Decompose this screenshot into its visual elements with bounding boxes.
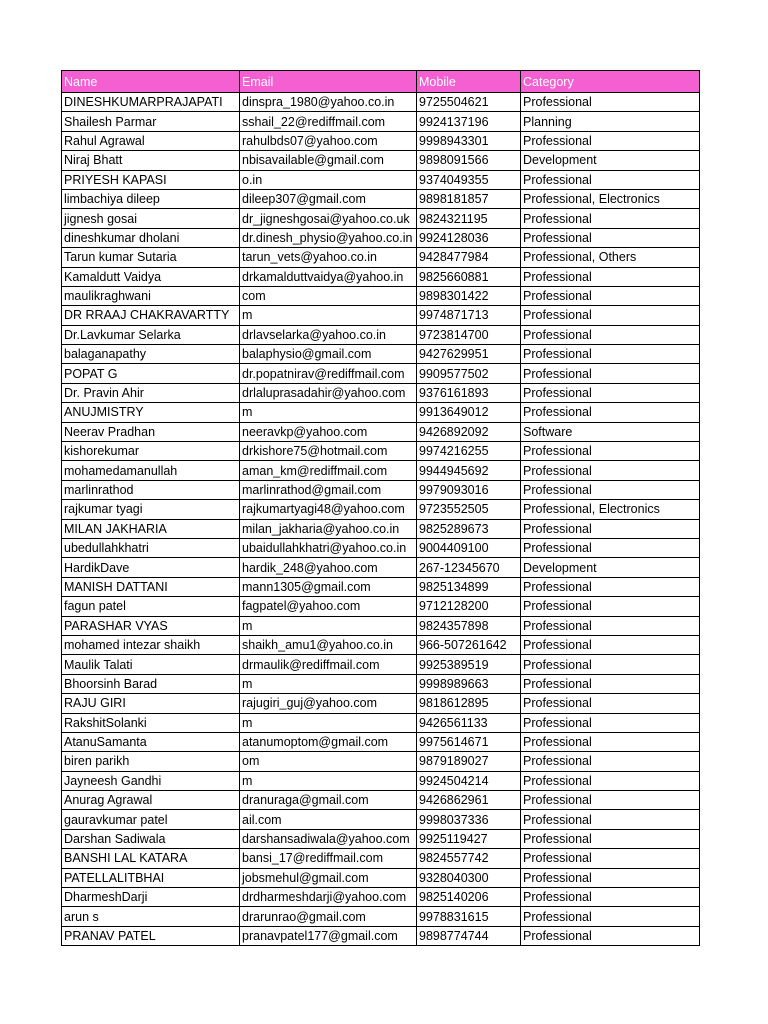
cell-category[interactable]: Professional [521, 810, 700, 829]
cell-email[interactable]: o.in [240, 170, 417, 189]
cell-category[interactable]: Professional [521, 383, 700, 402]
column-header-email[interactable]: Email [240, 71, 417, 93]
cell-name[interactable]: mohamed intezar shaikh [62, 635, 240, 654]
cell-name[interactable]: Tarun kumar Sutaria [62, 248, 240, 267]
cell-category[interactable]: Professional [521, 771, 700, 790]
table-row [62, 228, 700, 247]
column-header-name[interactable]: Name [62, 71, 240, 93]
cell-name[interactable]: arun s [62, 907, 240, 926]
cell-email[interactable]: tarun_vets@yahoo.co.in [240, 248, 417, 267]
cell-email[interactable]: marlinrathod@gmail.com [240, 480, 417, 499]
cell-name[interactable]: RakshitSolanki [62, 713, 240, 732]
cell-mobile[interactable]: 9427629951 [417, 345, 521, 364]
cell-category[interactable]: Professional [521, 926, 700, 945]
table-row [62, 829, 700, 848]
cell-email[interactable]: drarunrao@gmail.com [240, 907, 417, 926]
cell-name[interactable]: Jayneesh Gandhi [62, 771, 240, 790]
cell-mobile[interactable]: 9944945692 [417, 461, 521, 480]
cell-email[interactable]: darshansadiwala@yahoo.com [240, 829, 417, 848]
cell-mobile[interactable]: 9426862961 [417, 791, 521, 810]
cell-name[interactable]: PRANAV PATEL [62, 926, 240, 945]
cell-mobile[interactable]: 9824357898 [417, 616, 521, 635]
cell-category[interactable]: Professional [521, 170, 700, 189]
cell-category[interactable]: Professional, Electronics [521, 189, 700, 208]
cell-mobile[interactable]: 9978831615 [417, 907, 521, 926]
cell-name[interactable]: PRIYESH KAPASI [62, 170, 240, 189]
table-row [62, 112, 700, 131]
cell-name[interactable]: PATELLALITBHAI [62, 868, 240, 887]
cell-email[interactable]: m [240, 403, 417, 422]
cell-mobile[interactable]: 9723814700 [417, 325, 521, 344]
cell-name[interactable]: Bhoorsinh Barad [62, 674, 240, 693]
cell-name[interactable]: maulikraghwani [62, 286, 240, 305]
contacts-table [61, 70, 700, 946]
cell-mobile[interactable]: 267-12345670 [417, 558, 521, 577]
cell-category[interactable]: Professional [521, 403, 700, 422]
cell-mobile[interactable]: 966-507261642 [417, 635, 521, 654]
cell-email[interactable]: dr.popatnirav@rediffmail.com [240, 364, 417, 383]
table-row [62, 868, 700, 887]
table-row [62, 500, 700, 519]
cell-email[interactable]: sshail_22@rediffmail.com [240, 112, 417, 131]
cell-mobile[interactable]: 9879189027 [417, 752, 521, 771]
table-row [62, 791, 700, 810]
table-row [62, 480, 700, 499]
cell-mobile[interactable]: 9725504621 [417, 93, 521, 112]
cell-category[interactable]: Professional [521, 868, 700, 887]
cell-email[interactable]: atanumoptom@gmail.com [240, 732, 417, 751]
cell-mobile[interactable]: 9825140206 [417, 888, 521, 907]
table-row [62, 131, 700, 150]
cell-email[interactable]: dranuraga@gmail.com [240, 791, 417, 810]
cell-email[interactable]: dileep307@gmail.com [240, 189, 417, 208]
cell-name[interactable]: ubedullahkhatri [62, 538, 240, 557]
cell-name[interactable]: Neerav Pradhan [62, 422, 240, 441]
cell-name[interactable]: HardikDave [62, 558, 240, 577]
table-row [62, 170, 700, 189]
table-row [62, 403, 700, 422]
cell-email[interactable]: balaphysio@gmail.com [240, 345, 417, 364]
cell-mobile[interactable]: 9898301422 [417, 286, 521, 305]
cell-name[interactable]: AtanuSamanta [62, 732, 240, 751]
table-row [62, 635, 700, 654]
cell-mobile[interactable]: 9979093016 [417, 480, 521, 499]
cell-mobile[interactable]: 9426561133 [417, 713, 521, 732]
cell-email[interactable]: com [240, 286, 417, 305]
cell-name[interactable]: Anurag Agrawal [62, 791, 240, 810]
cell-email[interactable]: jobsmehul@gmail.com [240, 868, 417, 887]
cell-category[interactable]: Planning [521, 112, 700, 131]
cell-category[interactable]: Professional [521, 209, 700, 228]
cell-email[interactable]: shaikh_amu1@yahoo.co.in [240, 635, 417, 654]
cell-mobile[interactable]: 9824321195 [417, 209, 521, 228]
cell-category[interactable]: Professional [521, 480, 700, 499]
table-row [62, 616, 700, 635]
cell-category[interactable]: Professional [521, 713, 700, 732]
cell-email[interactable]: drmaulik@rediffmail.com [240, 655, 417, 674]
cell-name[interactable]: ANUJMISTRY [62, 403, 240, 422]
table-row [62, 713, 700, 732]
table-row [62, 151, 700, 170]
cell-category[interactable]: Development [521, 151, 700, 170]
table-row [62, 577, 700, 596]
cell-email[interactable]: om [240, 752, 417, 771]
table-body [62, 93, 700, 946]
cell-name[interactable]: DR RRAAJ CHAKRAVARTTY [62, 306, 240, 325]
cell-email[interactable]: aman_km@rediffmail.com [240, 461, 417, 480]
column-header-category[interactable]: Category [521, 71, 700, 93]
table-row [62, 93, 700, 112]
cell-category[interactable]: Professional [521, 538, 700, 557]
table-row [62, 538, 700, 557]
cell-category[interactable]: Professional [521, 849, 700, 868]
cell-mobile[interactable]: 9374049355 [417, 170, 521, 189]
cell-category[interactable]: Professional [521, 267, 700, 286]
cell-name[interactable]: DINESHKUMARPRAJAPATI [62, 93, 240, 112]
cell-name[interactable]: Darshan Sadiwala [62, 829, 240, 848]
table-row [62, 694, 700, 713]
cell-mobile[interactable]: 9825660881 [417, 267, 521, 286]
cell-name[interactable]: gauravkumar patel [62, 810, 240, 829]
table-row [62, 267, 700, 286]
cell-category[interactable]: Professional [521, 655, 700, 674]
table-row [62, 771, 700, 790]
cell-mobile[interactable]: 9824557742 [417, 849, 521, 868]
cell-mobile[interactable]: 9898181857 [417, 189, 521, 208]
cell-mobile[interactable]: 9998943301 [417, 131, 521, 150]
cell-mobile[interactable]: 9974216255 [417, 442, 521, 461]
table-row [62, 926, 700, 945]
column-header-mobile[interactable]: Mobile [417, 71, 521, 93]
cell-category[interactable]: Professional [521, 286, 700, 305]
cell-email[interactable]: m [240, 713, 417, 732]
table-row [62, 907, 700, 926]
cell-category[interactable]: Professional [521, 306, 700, 325]
cell-email[interactable]: nbisavailable@gmail.com [240, 151, 417, 170]
table-row [62, 655, 700, 674]
cell-category[interactable]: Software [521, 422, 700, 441]
cell-name[interactable]: Kamaldutt Vaidya [62, 267, 240, 286]
cell-name[interactable]: Dr. Pravin Ahir [62, 383, 240, 402]
cell-name[interactable]: mohamedamanullah [62, 461, 240, 480]
cell-name[interactable]: Shailesh Parmar [62, 112, 240, 131]
cell-category[interactable]: Professional [521, 461, 700, 480]
cell-email[interactable]: rajugiri_guj@yahoo.com [240, 694, 417, 713]
cell-email[interactable]: dinspra_1980@yahoo.co.in [240, 93, 417, 112]
cell-email[interactable]: m [240, 616, 417, 635]
cell-email[interactable]: bansi_17@rediffmail.com [240, 849, 417, 868]
contacts-sheet [61, 70, 699, 946]
cell-mobile[interactable]: 9998989663 [417, 674, 521, 693]
cell-email[interactable]: drkamalduttvaidya@yahoo.in [240, 267, 417, 286]
cell-category[interactable]: Professional [521, 519, 700, 538]
cell-email[interactable]: dr.dinesh_physio@yahoo.co.in [240, 228, 417, 247]
cell-mobile[interactable]: 9328040300 [417, 868, 521, 887]
cell-mobile[interactable]: 9825289673 [417, 519, 521, 538]
cell-name[interactable]: MILAN JAKHARIA [62, 519, 240, 538]
cell-email[interactable]: mann1305@gmail.com [240, 577, 417, 596]
cell-category[interactable]: Professional [521, 907, 700, 926]
cell-mobile[interactable]: 9004409100 [417, 538, 521, 557]
cell-email[interactable]: m [240, 306, 417, 325]
cell-email[interactable]: drkishore75@hotmail.com [240, 442, 417, 461]
cell-category[interactable]: Professional [521, 888, 700, 907]
cell-email[interactable]: ail.com [240, 810, 417, 829]
cell-mobile[interactable]: 9376161893 [417, 383, 521, 402]
cell-mobile[interactable]: 9909577502 [417, 364, 521, 383]
table-row [62, 597, 700, 616]
cell-category[interactable]: Professional [521, 325, 700, 344]
cell-email[interactable]: drlaluprasadahir@yahoo.com [240, 383, 417, 402]
cell-email[interactable]: rajkumartyagi48@yahoo.com [240, 500, 417, 519]
cell-email[interactable]: dr_jigneshgosai@yahoo.co.uk [240, 209, 417, 228]
cell-email[interactable]: m [240, 771, 417, 790]
table-row [62, 442, 700, 461]
cell-name[interactable]: POPAT G [62, 364, 240, 383]
cell-mobile[interactable]: 9924137196 [417, 112, 521, 131]
cell-name[interactable]: Maulik Talati [62, 655, 240, 674]
cell-category[interactable]: Professional [521, 93, 700, 112]
header-row [62, 71, 700, 93]
cell-category[interactable]: Professional [521, 597, 700, 616]
cell-category[interactable]: Professional, Electronics [521, 500, 700, 519]
cell-category[interactable]: Development [521, 558, 700, 577]
cell-name[interactable]: Rahul Agrawal [62, 131, 240, 150]
cell-mobile[interactable]: 9818612895 [417, 694, 521, 713]
cell-mobile[interactable]: 9913649012 [417, 403, 521, 422]
cell-category[interactable]: Professional [521, 694, 700, 713]
cell-category[interactable]: Professional [521, 732, 700, 751]
cell-name[interactable]: rajkumar tyagi [62, 500, 240, 519]
cell-mobile[interactable]: 9825134899 [417, 577, 521, 596]
table-row [62, 519, 700, 538]
cell-category[interactable]: Professional [521, 791, 700, 810]
cell-mobile[interactable]: 9998037336 [417, 810, 521, 829]
cell-email[interactable]: m [240, 674, 417, 693]
cell-mobile[interactable]: 9712128200 [417, 597, 521, 616]
cell-name[interactable]: limbachiya dileep [62, 189, 240, 208]
table-row [62, 422, 700, 441]
cell-name[interactable]: jignesh gosai [62, 209, 240, 228]
table-row [62, 461, 700, 480]
cell-email[interactable]: pranavpatel177@gmail.com [240, 926, 417, 945]
cell-email[interactable]: ubaidullahkhatri@yahoo.co.in [240, 538, 417, 557]
table-row [62, 674, 700, 693]
cell-email[interactable]: hardik_248@yahoo.com [240, 558, 417, 577]
cell-name[interactable]: Niraj Bhatt [62, 151, 240, 170]
cell-mobile[interactable]: 9925119427 [417, 829, 521, 848]
cell-category[interactable]: Professional [521, 616, 700, 635]
table-row [62, 306, 700, 325]
cell-email[interactable]: neeravkp@yahoo.com [240, 422, 417, 441]
table-row [62, 732, 700, 751]
cell-category[interactable]: Professional [521, 345, 700, 364]
cell-name[interactable]: Dr.Lavkumar Selarka [62, 325, 240, 344]
cell-name[interactable]: biren parikh [62, 752, 240, 771]
cell-category[interactable]: Professional [521, 228, 700, 247]
table-row [62, 752, 700, 771]
cell-mobile[interactable]: 9975614671 [417, 732, 521, 751]
cell-name[interactable]: balaganapathy [62, 345, 240, 364]
cell-category[interactable]: Professional [521, 674, 700, 693]
cell-email[interactable]: milan_jakharia@yahoo.co.in [240, 519, 417, 538]
cell-category[interactable]: Professional [521, 752, 700, 771]
cell-mobile[interactable]: 9925389519 [417, 655, 521, 674]
cell-name[interactable]: BANSHI LAL KATARA [62, 849, 240, 868]
table-row [62, 364, 700, 383]
table-row [62, 345, 700, 364]
cell-email[interactable]: fagpatel@yahoo.com [240, 597, 417, 616]
cell-category[interactable]: Professional [521, 131, 700, 150]
cell-category[interactable]: Professional [521, 442, 700, 461]
cell-mobile[interactable]: 9924128036 [417, 228, 521, 247]
cell-name[interactable]: kishorekumar [62, 442, 240, 461]
cell-mobile[interactable]: 9426892092 [417, 422, 521, 441]
table-row [62, 383, 700, 402]
cell-category[interactable]: Professional, Others [521, 248, 700, 267]
cell-category[interactable]: Professional [521, 364, 700, 383]
cell-name[interactable]: marlinrathod [62, 480, 240, 499]
cell-email[interactable]: drlavselarka@yahoo.co.in [240, 325, 417, 344]
cell-mobile[interactable]: 9723552505 [417, 500, 521, 519]
cell-name[interactable]: PARASHAR VYAS [62, 616, 240, 635]
cell-name[interactable]: fagun patel [62, 597, 240, 616]
cell-category[interactable]: Professional [521, 829, 700, 848]
table-row [62, 209, 700, 228]
cell-email[interactable]: rahulbds07@yahoo.com [240, 131, 417, 150]
table-row [62, 888, 700, 907]
cell-name[interactable]: DharmeshDarji [62, 888, 240, 907]
table-row [62, 849, 700, 868]
cell-mobile[interactable]: 9924504214 [417, 771, 521, 790]
table-row [62, 325, 700, 344]
cell-email[interactable]: drdharmeshdarji@yahoo.com [240, 888, 417, 907]
table-row [62, 810, 700, 829]
cell-mobile[interactable]: 9898091566 [417, 151, 521, 170]
table-row [62, 189, 700, 208]
table-row [62, 248, 700, 267]
table-row [62, 558, 700, 577]
cell-category[interactable]: Professional [521, 635, 700, 654]
cell-name[interactable]: dineshkumar dholani [62, 228, 240, 247]
cell-name[interactable]: MANISH DATTANI [62, 577, 240, 596]
cell-mobile[interactable]: 9428477984 [417, 248, 521, 267]
table-row [62, 286, 700, 305]
cell-name[interactable]: RAJU GIRI [62, 694, 240, 713]
cell-mobile[interactable]: 9974871713 [417, 306, 521, 325]
cell-category[interactable]: Professional [521, 577, 700, 596]
cell-mobile[interactable]: 9898774744 [417, 926, 521, 945]
